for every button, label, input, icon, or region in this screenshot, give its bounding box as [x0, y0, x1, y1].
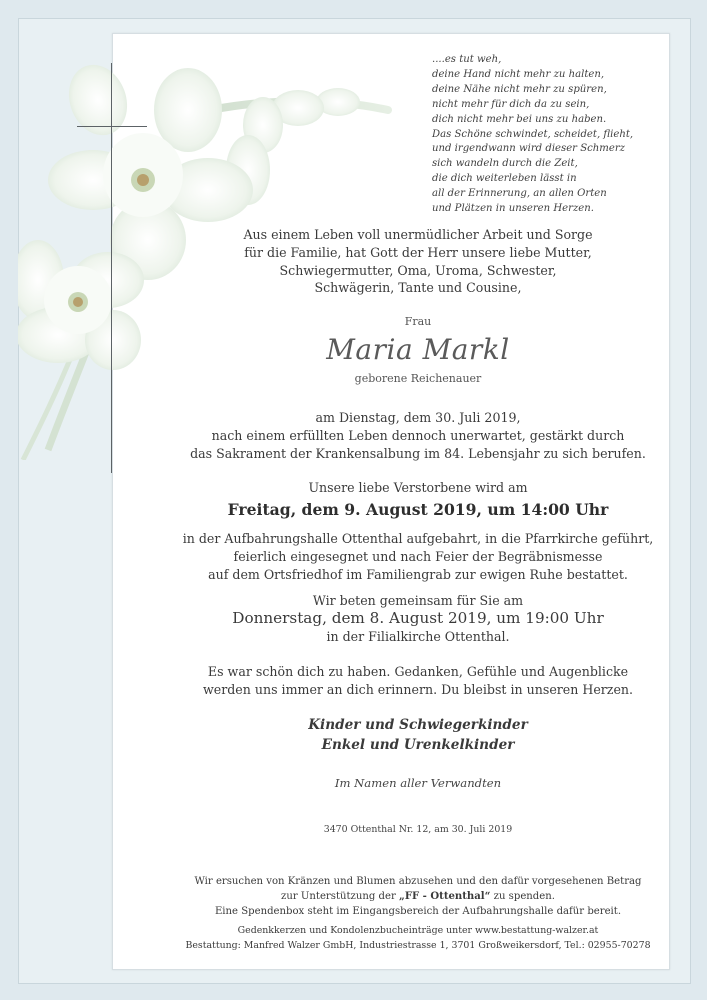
prayer-intro: Wir beten gemeinsam für Sie am — [312, 593, 524, 608]
poem-line: Das Schöne schwindet, scheidet, flieht, — [432, 128, 634, 140]
poem-line: deine Hand nicht mehr zu halten, — [432, 68, 605, 80]
funeral-line: in der Aufbahrungshalle Ottenthal aufgebahrt, in die Pfarrkirche geführt, — [182, 531, 654, 546]
request-text: zu spenden. — [490, 891, 555, 902]
birth-name: geborene Reichenauer — [354, 372, 482, 385]
funeral-line: feierlich eingesegnet und nach Feier der Begräbnismesse — [233, 548, 603, 564]
funeral-line: auf dem Ortsfriedhof im Familiengrab zur ewigen Ruhe bestattet. — [208, 566, 628, 582]
poem-line: ....es tut weh, — [432, 54, 502, 65]
intro-line: für die Familie, hat Gott der Herr unsere liebe Mutter, — [244, 244, 592, 260]
relatives-signature: Im Namen aller Verwandten — [334, 776, 502, 790]
prayer-date: Donnerstag, dem 8. August 2019, um 19:00 Uhr — [232, 609, 604, 627]
request-text: zur Unterstützung der — [281, 891, 400, 902]
funeral-details — [168, 530, 668, 583]
donation-recipient: „FF - Ottenthal“ — [399, 891, 491, 902]
death-notice — [168, 409, 668, 462]
poem — [432, 53, 682, 217]
funeral-home-footer — [168, 924, 668, 953]
farewell-text — [168, 663, 668, 699]
family-line: Kinder und Schwiegerkinder — [308, 717, 528, 733]
family-signature — [168, 716, 668, 755]
farewell-line: Es war schön dich zu haben. Gedanken, Gefühle und Augenblicke — [207, 664, 629, 679]
request-line: Eine Spendenbox steht im Eingangsbereich der Aufbahrungshalle dafür bereit. — [214, 906, 622, 917]
poem-line: all der Erinnerung, an allen Orten — [432, 188, 607, 200]
poem-line: nicht mehr für dich da zu sein, — [432, 98, 590, 110]
intro-text — [168, 226, 668, 297]
salutation: Frau — [404, 315, 432, 328]
cross-horizontal-bar — [77, 126, 147, 127]
intro-line: Schwiegermutter, Oma, Uroma, Schwester, — [279, 262, 557, 278]
poem-line: dich nicht mehr bei uns zu haben. — [432, 113, 607, 125]
death-line: am Dienstag, dem 30. Juli 2019, — [315, 410, 521, 425]
poem-line: und Plätzen in unseren Herzen. — [432, 203, 594, 215]
prayer-place: in der Filialkirche Ottenthal. — [326, 629, 510, 644]
footer-line: Gedenkkerzen und Kondolenzbucheinträge unter www.bestattung-walzer.at — [237, 925, 599, 936]
request-line: Wir ersuchen von Kränzen und Blumen abzusehen und den dafür vorgesehenen Betrag — [194, 876, 642, 887]
poem-line: die dich weiterleben lässt in — [432, 173, 577, 185]
intro-line: Schwägerin, Tante und Cousine, — [314, 280, 522, 296]
poem-line: und irgendwann wird dieser Schmerz — [432, 143, 625, 155]
cross-vertical-bar — [111, 63, 112, 473]
footer-line: Bestattung: Manfred Walzer GmbH, Industriestrasse 1, 3701 Großweikersdorf, Tel.: 02955-70278 — [185, 939, 651, 951]
place-and-date: 3470 Ottenthal Nr. 12, am 30. Juli 2019 — [323, 824, 513, 835]
funeral-date: Freitag, dem 9. August 2019, um 14:00 Uhr — [227, 500, 609, 519]
request-line — [168, 889, 668, 904]
family-line: Enkel und Urenkelkinder — [321, 736, 515, 753]
poem-line: sich wandeln durch die Zeit, — [432, 158, 578, 170]
deceased-name: Maria Markl — [326, 333, 510, 366]
farewell-line: werden uns immer an dich erinnern. Du bleibst in unseren Herzen. — [202, 681, 634, 697]
death-line: nach einem erfüllten Leben dennoch unerwartet, gestärkt durch — [211, 427, 625, 443]
donation-request — [168, 874, 668, 919]
funeral-intro: Unsere liebe Verstorbene wird am — [308, 480, 528, 495]
death-line: das Sakrament der Krankensalbung im 84. Lebensjahr zu sich berufen. — [190, 445, 646, 461]
poem-line: deine Nähe nicht mehr zu spüren, — [432, 83, 607, 95]
intro-line: Aus einem Leben voll unermüdlicher Arbeit und Sorge — [243, 227, 593, 242]
